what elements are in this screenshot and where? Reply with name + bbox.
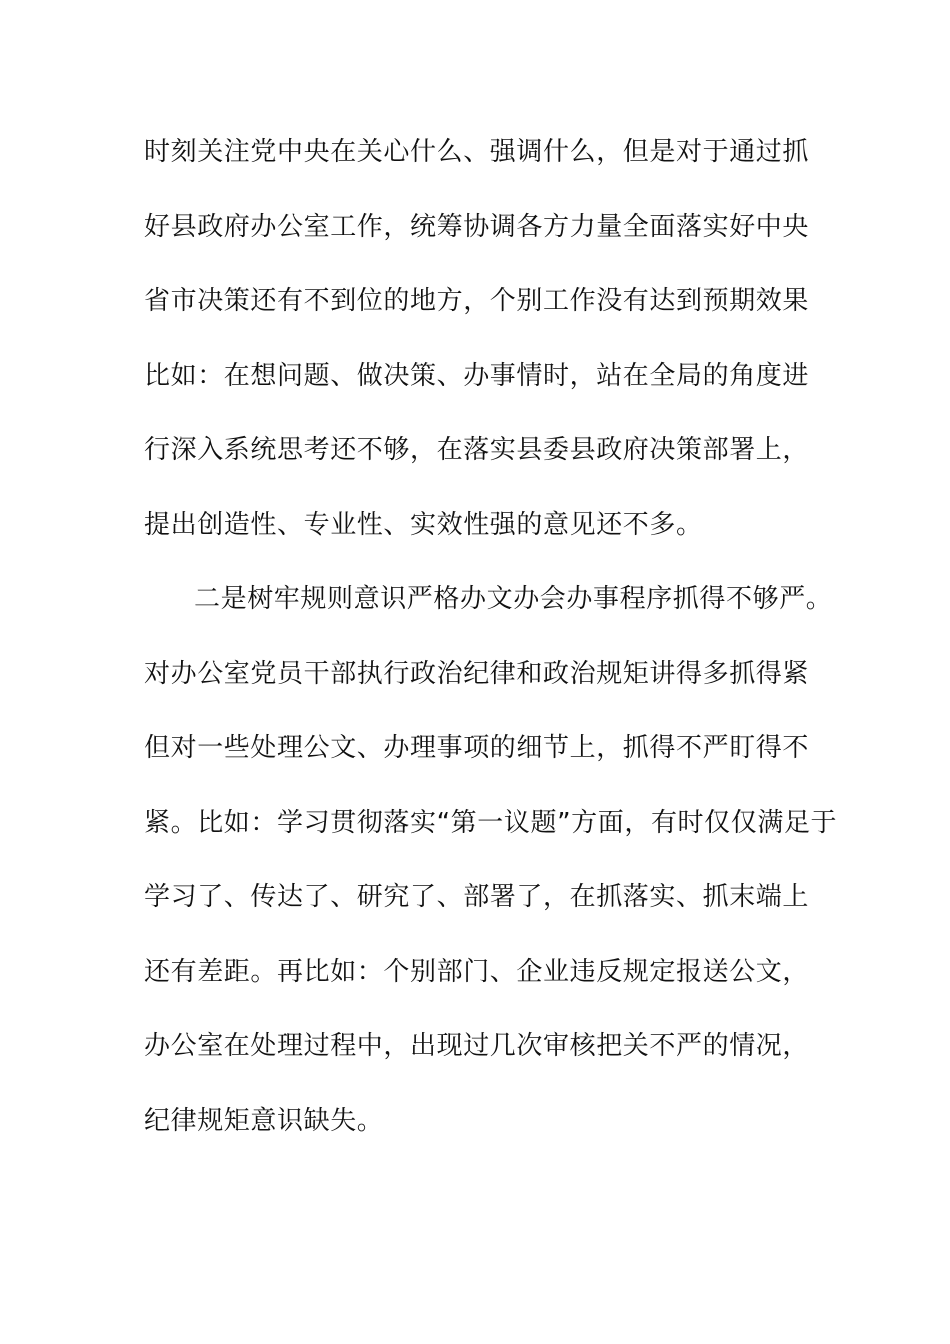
- text-line: 比如：在想问题、做决策、办事情时，站在全局的角度进: [144, 360, 810, 391]
- text-line: 还有差距。再比如：个别部门、企业违反规定报送公文，: [144, 956, 810, 987]
- text-line: 好县政府办公室工作，统筹协调各方力量全面落实好中央: [144, 211, 810, 242]
- document-body: [144, 122, 864, 1165]
- text-line: 学习了、传达了、研究了、部署了，在抓落实、抓末端上: [144, 882, 810, 912]
- text-line: 提出创造性、专业性、实效性强的意见还不多。: [144, 509, 703, 540]
- text-line: 行深入系统思考还不够，在落实县委县政府决策部署上，: [144, 435, 810, 465]
- text-line: 但对一些处理公文、办理事项的细节上，抓得不严盯得不: [144, 733, 810, 763]
- text-line: 办公室在处理过程中，出现过几次审核把关不严的情况，: [144, 1031, 810, 1061]
- text-line: 对办公室党员干部执行政治纪律和政治规矩讲得多抓得紧: [144, 658, 810, 689]
- text-line: 紧。比如：学习贯彻落实“第一议题”方面，有时仅仅满足于: [144, 807, 838, 838]
- text-line: 省市决策还有不到位的地方，个别工作没有达到预期效果: [144, 286, 810, 316]
- text-line: 纪律规矩意识缺失。: [144, 1105, 384, 1136]
- paragraph-heading-line: 二是树牢规则意识严格办文办会办事程序抓得不够严。: [194, 584, 833, 614]
- text-line: 时刻关注党中央在关心什么、强调什么，但是对于通过抓: [144, 137, 810, 167]
